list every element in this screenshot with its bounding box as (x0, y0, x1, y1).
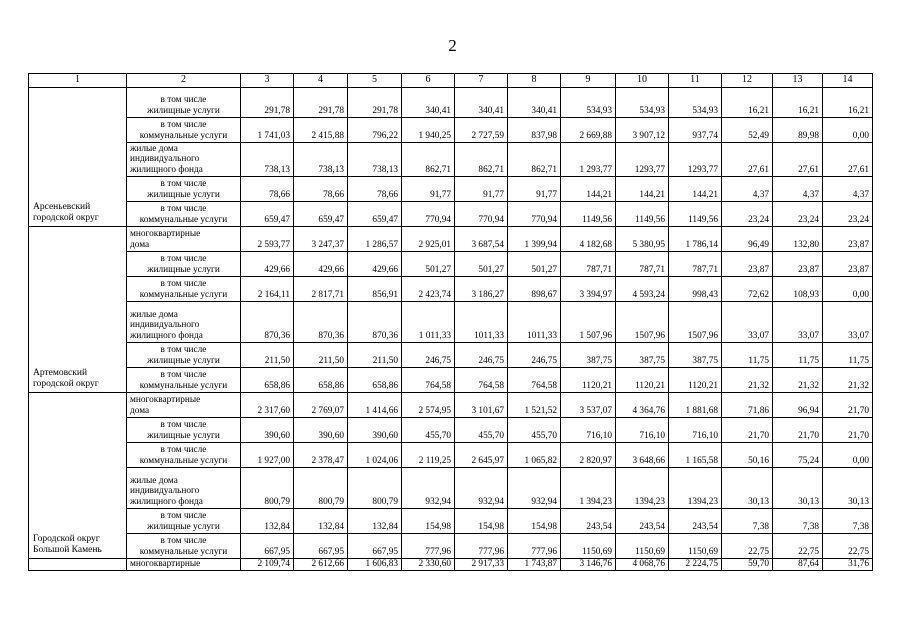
value-cell: 787,71 (616, 252, 669, 277)
value-cell: 2 645,97 (455, 443, 508, 468)
page-number: 2 (448, 36, 457, 55)
value-cell: 132,84 (294, 509, 348, 534)
value-cell: 800,79 (348, 468, 402, 509)
value-cell: 21,70 (722, 418, 773, 443)
value-cell: 2 820,97 (561, 443, 616, 468)
value-cell: 870,36 (348, 302, 402, 343)
value-cell: 1150,69 (669, 534, 722, 559)
value-cell: 716,10 (616, 418, 669, 443)
row-label: многоквартирные (127, 559, 241, 571)
value-cell: 246,75 (508, 343, 561, 368)
value-cell: 211,50 (241, 343, 294, 368)
value-cell: 11,75 (773, 343, 823, 368)
value-cell: 1 399,94 (508, 227, 561, 252)
value-cell: 27,61 (823, 143, 873, 177)
value-cell: 291,78 (294, 88, 348, 118)
value-cell: 1 521,52 (508, 393, 561, 418)
value-cell: 2 817,71 (294, 277, 348, 302)
value-cell: 534,93 (669, 88, 722, 118)
row-label: в том числе жилищные услуги (127, 177, 241, 202)
value-cell: 777,96 (402, 534, 455, 559)
value-cell: 856,91 (348, 277, 402, 302)
value-cell: 1011,33 (455, 302, 508, 343)
value-cell: 2 769,07 (294, 393, 348, 418)
value-cell: 777,96 (455, 534, 508, 559)
value-cell: 1 786,14 (669, 227, 722, 252)
value-cell: 1293,77 (616, 143, 669, 177)
value-cell: 2 415,88 (294, 118, 348, 143)
value-cell: 1 286,57 (348, 227, 402, 252)
value-cell: 932,94 (402, 468, 455, 509)
value-cell: 1120,21 (669, 368, 722, 393)
value-cell: 3 186,27 (455, 277, 508, 302)
value-cell: 21,70 (823, 418, 873, 443)
value-cell: 870,36 (241, 302, 294, 343)
value-cell: 4,37 (823, 177, 873, 202)
value-cell: 0,00 (823, 118, 873, 143)
value-cell: 211,50 (348, 343, 402, 368)
value-cell: 246,75 (455, 343, 508, 368)
value-cell: 1507,96 (616, 302, 669, 343)
value-cell: 211,50 (294, 343, 348, 368)
value-cell: 3 907,12 (616, 118, 669, 143)
value-cell: 898,67 (508, 277, 561, 302)
value-cell: 22,75 (722, 534, 773, 559)
value-cell: 2 574,95 (402, 393, 455, 418)
value-cell: 1394,23 (669, 468, 722, 509)
value-cell: 3 394,97 (561, 277, 616, 302)
value-cell: 340,41 (455, 88, 508, 118)
value-cell: 862,71 (455, 143, 508, 177)
value-cell: 91,77 (402, 177, 455, 202)
header-cell: 1 (29, 74, 127, 88)
value-cell: 932,94 (508, 468, 561, 509)
value-cell: 837,98 (508, 118, 561, 143)
row-label: жилые дома индивидуального жилищного фонда (127, 302, 241, 343)
value-cell: 154,98 (455, 509, 508, 534)
value-cell: 455,70 (508, 418, 561, 443)
value-cell: 387,75 (561, 343, 616, 368)
value-cell: 1 881,68 (669, 393, 722, 418)
value-cell: 59,70 (722, 559, 773, 571)
value-cell: 27,61 (722, 143, 773, 177)
value-cell: 30,13 (823, 468, 873, 509)
row-label: в том числе жилищные услуги (127, 418, 241, 443)
value-cell: 340,41 (508, 88, 561, 118)
value-cell: 659,47 (294, 202, 348, 227)
value-cell: 1 743,87 (508, 559, 561, 571)
value-cell: 534,93 (561, 88, 616, 118)
value-cell: 52,49 (722, 118, 773, 143)
value-cell: 1149,56 (616, 202, 669, 227)
value-cell: 870,36 (294, 302, 348, 343)
value-cell: 75,24 (773, 443, 823, 468)
value-cell: 23,87 (823, 252, 873, 277)
value-cell: 21,70 (823, 393, 873, 418)
value-cell: 23,87 (773, 252, 823, 277)
value-cell: 738,13 (294, 143, 348, 177)
value-cell: 658,86 (241, 368, 294, 393)
table-row (29, 202, 873, 227)
row-label: многоквартирные дома (127, 227, 241, 252)
value-cell: 1 940,25 (402, 118, 455, 143)
value-cell: 87,64 (773, 559, 823, 571)
value-cell: 4 364,76 (616, 393, 669, 418)
value-cell: 764,58 (455, 368, 508, 393)
row-label: в том числе коммунальные услуги (127, 443, 241, 468)
value-cell: 2 317,60 (241, 393, 294, 418)
value-cell: 72,62 (722, 277, 773, 302)
value-cell: 429,66 (241, 252, 294, 277)
value-cell: 1149,56 (669, 202, 722, 227)
value-cell: 998,43 (669, 277, 722, 302)
value-cell: 30,13 (722, 468, 773, 509)
row-label: в том числе коммунальные услуги (127, 534, 241, 559)
value-cell: 33,07 (823, 302, 873, 343)
value-cell: 33,07 (773, 302, 823, 343)
table-row (29, 177, 873, 202)
value-cell: 340,41 (402, 88, 455, 118)
table-row (29, 227, 873, 252)
value-cell: 78,66 (348, 177, 402, 202)
row-label: в том числе коммунальные услуги (127, 202, 241, 227)
value-cell: 2 119,25 (402, 443, 455, 468)
row-label: в том числе жилищные услуги (127, 509, 241, 534)
table-row (29, 277, 873, 302)
value-cell: 1 293,77 (561, 143, 616, 177)
value-cell: 50,16 (722, 443, 773, 468)
value-cell: 2 669,88 (561, 118, 616, 143)
row-label: жилые дома индивидуального жилищного фонда (127, 468, 241, 509)
value-cell: 764,58 (508, 368, 561, 393)
value-cell: 796,22 (348, 118, 402, 143)
row-label: в том числе коммунальные услуги (127, 277, 241, 302)
value-cell: 937,74 (669, 118, 722, 143)
value-cell: 1 414,66 (348, 393, 402, 418)
value-cell: 132,80 (773, 227, 823, 252)
value-cell: 2 164,11 (241, 277, 294, 302)
value-cell: 1011,33 (508, 302, 561, 343)
value-cell: 2 612,66 (294, 559, 348, 571)
header-cell: 7 (455, 74, 508, 88)
value-cell: 667,95 (348, 534, 402, 559)
table-row (29, 252, 873, 277)
value-cell: 21,32 (823, 368, 873, 393)
header-cell: 11 (669, 74, 722, 88)
district-name: Артемовский городской округ (29, 227, 127, 393)
value-cell: 390,60 (294, 418, 348, 443)
header-cell: 3 (241, 74, 294, 88)
value-cell: 1 507,96 (561, 302, 616, 343)
value-cell: 455,70 (402, 418, 455, 443)
value-cell: 23,24 (823, 202, 873, 227)
table-row (29, 418, 873, 443)
value-cell: 144,21 (561, 177, 616, 202)
value-cell: 1 394,23 (561, 468, 616, 509)
value-cell: 738,13 (241, 143, 294, 177)
value-cell: 534,93 (616, 88, 669, 118)
value-cell: 3 247,37 (294, 227, 348, 252)
value-cell: 96,49 (722, 227, 773, 252)
value-cell: 4,37 (773, 177, 823, 202)
district-name: Арсеньевский городской округ (29, 88, 127, 227)
value-cell: 4,37 (722, 177, 773, 202)
value-cell: 1120,21 (561, 368, 616, 393)
value-cell: 932,94 (455, 468, 508, 509)
value-cell: 429,66 (294, 252, 348, 277)
table-row (29, 509, 873, 534)
row-label: в том числе жилищные услуги (127, 343, 241, 368)
table-body (29, 74, 873, 571)
value-cell: 144,21 (616, 177, 669, 202)
value-cell: 1150,69 (561, 534, 616, 559)
value-cell: 96,94 (773, 393, 823, 418)
value-cell: 1 741,03 (241, 118, 294, 143)
header-cell: 8 (508, 74, 561, 88)
value-cell: 659,47 (348, 202, 402, 227)
value-cell: 22,75 (773, 534, 823, 559)
value-cell: 800,79 (241, 468, 294, 509)
value-cell: 3 648,66 (616, 443, 669, 468)
value-cell: 243,54 (561, 509, 616, 534)
value-cell: 1 927,00 (241, 443, 294, 468)
value-cell: 154,98 (402, 509, 455, 534)
value-cell: 23,24 (722, 202, 773, 227)
value-cell: 800,79 (294, 468, 348, 509)
value-cell: 3 687,54 (455, 227, 508, 252)
header-row (29, 74, 873, 88)
value-cell: 16,21 (722, 88, 773, 118)
value-cell: 501,27 (508, 252, 561, 277)
value-cell: 4 068,76 (616, 559, 669, 571)
value-cell: 659,47 (241, 202, 294, 227)
value-cell: 770,94 (508, 202, 561, 227)
value-cell: 667,95 (294, 534, 348, 559)
value-cell: 91,77 (455, 177, 508, 202)
value-cell: 89,98 (773, 118, 823, 143)
row-label: многоквартирные дома (127, 393, 241, 418)
header-cell: 10 (616, 74, 669, 88)
value-cell: 23,24 (773, 202, 823, 227)
tariff-table (28, 73, 873, 571)
value-cell: 11,75 (722, 343, 773, 368)
value-cell: 667,95 (241, 534, 294, 559)
value-cell: 132,84 (348, 509, 402, 534)
value-cell: 1149,56 (561, 202, 616, 227)
value-cell: 387,75 (669, 343, 722, 368)
value-cell: 501,27 (402, 252, 455, 277)
value-cell: 7,38 (823, 509, 873, 534)
value-cell: 291,78 (241, 88, 294, 118)
value-cell: 1120,21 (616, 368, 669, 393)
value-cell: 7,38 (722, 509, 773, 534)
table-row (29, 302, 873, 343)
row-label: жилые дома индивидуального жилищного фонда (127, 143, 241, 177)
value-cell: 71,86 (722, 393, 773, 418)
value-cell: 738,13 (348, 143, 402, 177)
value-cell: 1 024,06 (348, 443, 402, 468)
value-cell: 21,32 (773, 368, 823, 393)
value-cell: 11,75 (823, 343, 873, 368)
header-cell: 13 (773, 74, 823, 88)
row-label: в том числе жилищные услуги (127, 88, 241, 118)
table-row (29, 393, 873, 418)
value-cell: 16,21 (773, 88, 823, 118)
value-cell: 777,96 (508, 534, 561, 559)
table-row (29, 559, 873, 571)
value-cell: 2 423,74 (402, 277, 455, 302)
value-cell: 455,70 (455, 418, 508, 443)
value-cell: 243,54 (616, 509, 669, 534)
value-cell: 2 224,75 (669, 559, 722, 571)
value-cell: 787,71 (669, 252, 722, 277)
value-cell: 2 109,74 (241, 559, 294, 571)
value-cell: 862,71 (402, 143, 455, 177)
value-cell: 7,38 (773, 509, 823, 534)
value-cell: 0,00 (823, 277, 873, 302)
value-cell: 862,71 (508, 143, 561, 177)
value-cell: 658,86 (294, 368, 348, 393)
value-cell: 2 917,33 (455, 559, 508, 571)
value-cell: 16,21 (823, 88, 873, 118)
value-cell: 390,60 (348, 418, 402, 443)
value-cell: 2 925,01 (402, 227, 455, 252)
value-cell: 22,75 (823, 534, 873, 559)
value-cell: 2 593,77 (241, 227, 294, 252)
value-cell: 2 727,59 (455, 118, 508, 143)
district-name (29, 559, 127, 571)
value-cell: 31,76 (823, 559, 873, 571)
table-row (29, 534, 873, 559)
value-cell: 716,10 (669, 418, 722, 443)
value-cell: 2 330,60 (402, 559, 455, 571)
value-cell: 23,87 (823, 227, 873, 252)
value-cell: 4 182,68 (561, 227, 616, 252)
value-cell: 91,77 (508, 177, 561, 202)
value-cell: 764,58 (402, 368, 455, 393)
value-cell: 1 065,82 (508, 443, 561, 468)
table-row (29, 88, 873, 118)
value-cell: 0,00 (823, 443, 873, 468)
value-cell: 787,71 (561, 252, 616, 277)
value-cell: 716,10 (561, 418, 616, 443)
header-cell: 4 (294, 74, 348, 88)
value-cell: 2 378,47 (294, 443, 348, 468)
table-row (29, 468, 873, 509)
value-cell: 658,86 (348, 368, 402, 393)
header-cell: 14 (823, 74, 873, 88)
value-cell: 21,32 (722, 368, 773, 393)
value-cell: 3 146,76 (561, 559, 616, 571)
value-cell: 33,07 (722, 302, 773, 343)
value-cell: 243,54 (669, 509, 722, 534)
header-cell: 2 (127, 74, 241, 88)
value-cell: 770,94 (455, 202, 508, 227)
row-label: в том числе коммунальные услуги (127, 368, 241, 393)
value-cell: 1394,23 (616, 468, 669, 509)
value-cell: 246,75 (402, 343, 455, 368)
value-cell: 387,75 (616, 343, 669, 368)
value-cell: 291,78 (348, 88, 402, 118)
value-cell: 1 011,33 (402, 302, 455, 343)
table-row (29, 368, 873, 393)
value-cell: 4 593,24 (616, 277, 669, 302)
table-row (29, 143, 873, 177)
value-cell: 21,70 (773, 418, 823, 443)
table-row (29, 343, 873, 368)
district-name: Городской округ Большой Камень (29, 393, 127, 559)
row-label: в том числе жилищные услуги (127, 252, 241, 277)
header-cell: 9 (561, 74, 616, 88)
value-cell: 132,84 (241, 509, 294, 534)
header-cell: 6 (402, 74, 455, 88)
value-cell: 1 606,83 (348, 559, 402, 571)
value-cell: 1293,77 (669, 143, 722, 177)
header-cell: 12 (722, 74, 773, 88)
row-label: в том числе коммунальные услуги (127, 118, 241, 143)
value-cell: 30,13 (773, 468, 823, 509)
value-cell: 5 380,95 (616, 227, 669, 252)
value-cell: 144,21 (669, 177, 722, 202)
value-cell: 154,98 (508, 509, 561, 534)
value-cell: 78,66 (241, 177, 294, 202)
table-row (29, 443, 873, 468)
value-cell: 501,27 (455, 252, 508, 277)
table-row (29, 118, 873, 143)
value-cell: 390,60 (241, 418, 294, 443)
value-cell: 108,93 (773, 277, 823, 302)
value-cell: 429,66 (348, 252, 402, 277)
value-cell: 1 165,58 (669, 443, 722, 468)
value-cell: 78,66 (294, 177, 348, 202)
value-cell: 3 537,07 (561, 393, 616, 418)
header-cell: 5 (348, 74, 402, 88)
value-cell: 770,94 (402, 202, 455, 227)
value-cell: 3 101,67 (455, 393, 508, 418)
value-cell: 27,61 (773, 143, 823, 177)
value-cell: 1507,96 (669, 302, 722, 343)
value-cell: 23,87 (722, 252, 773, 277)
value-cell: 1150,69 (616, 534, 669, 559)
